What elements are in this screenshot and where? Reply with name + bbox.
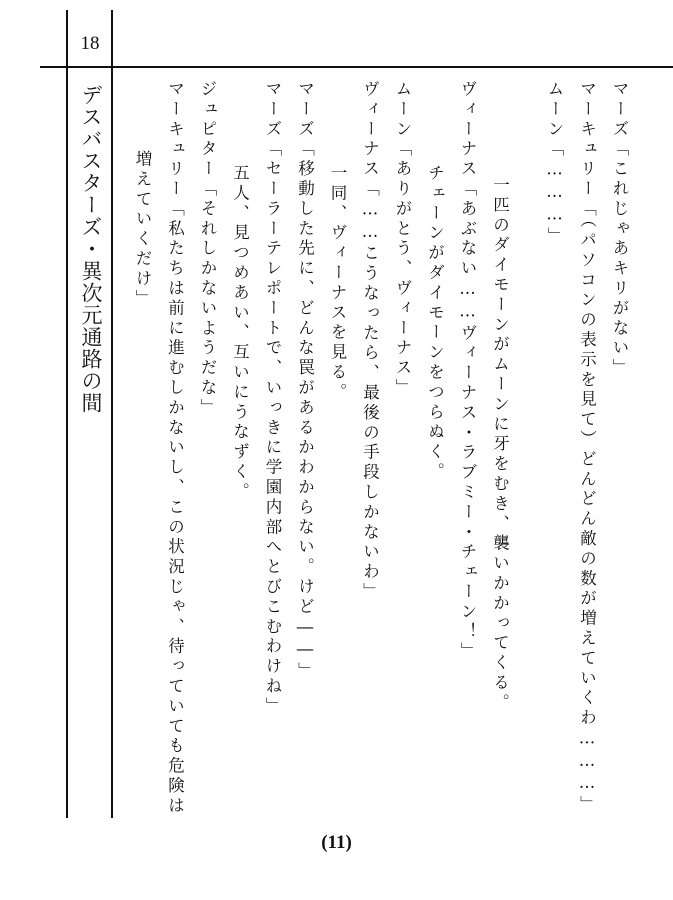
stage-direction: 一匹のダイモーンがムーンに牙をむき、襲いかかってくる。	[490, 176, 510, 714]
stage-direction: 一同、ヴィーナスを見る。	[328, 164, 347, 403]
script-line: マーズ「これじゃあキリがない」	[610, 80, 629, 379]
script-line: ムーン「………」	[545, 80, 564, 247]
blank-line	[509, 80, 531, 820]
script-line: ジュピター「それしかないようだな」	[198, 80, 217, 419]
stage-direction: チェーンがダイモーンをつらぬく。	[425, 164, 445, 483]
script-line-continuation: 増えていくだけ」	[133, 150, 152, 310]
stage-direction: 五人、見つめあい、互いにうなずく。	[230, 164, 250, 503]
scene-number: 18	[80, 33, 100, 54]
title-column-rule	[111, 10, 113, 818]
script-line: ヴィーナス「……こうなったら、最後の手段しかないわ」	[360, 80, 380, 603]
script-line: マーキュリー「私たちは前に進むしかないし、この状況じゃ、待っていても危険は	[165, 80, 185, 817]
script-body	[119, 80, 629, 820]
scene-title: デスバスターズ・異次元通路の間	[79, 84, 103, 414]
left-margin-rule	[66, 10, 68, 818]
script-line: マーキュリー「（パソコンの表示を見て）どんどん敵の数が増えていくわ………」	[577, 80, 597, 816]
page-number: (11)	[321, 832, 352, 853]
script-line: ヴィーナス「あぶない……ヴィーナス・ラブミー・チェーン！」	[458, 80, 477, 663]
script-line: マーズ「セーラーテレポートで、いっきに学園内部へとびこむわけね」	[263, 80, 282, 717]
script-line: ムーン「ありがとう、ヴィーナス」	[393, 80, 412, 399]
header-rule	[40, 66, 673, 68]
script-line: マーズ「移動した先に、どんな罠があるかわからない。けど――」	[295, 80, 315, 682]
